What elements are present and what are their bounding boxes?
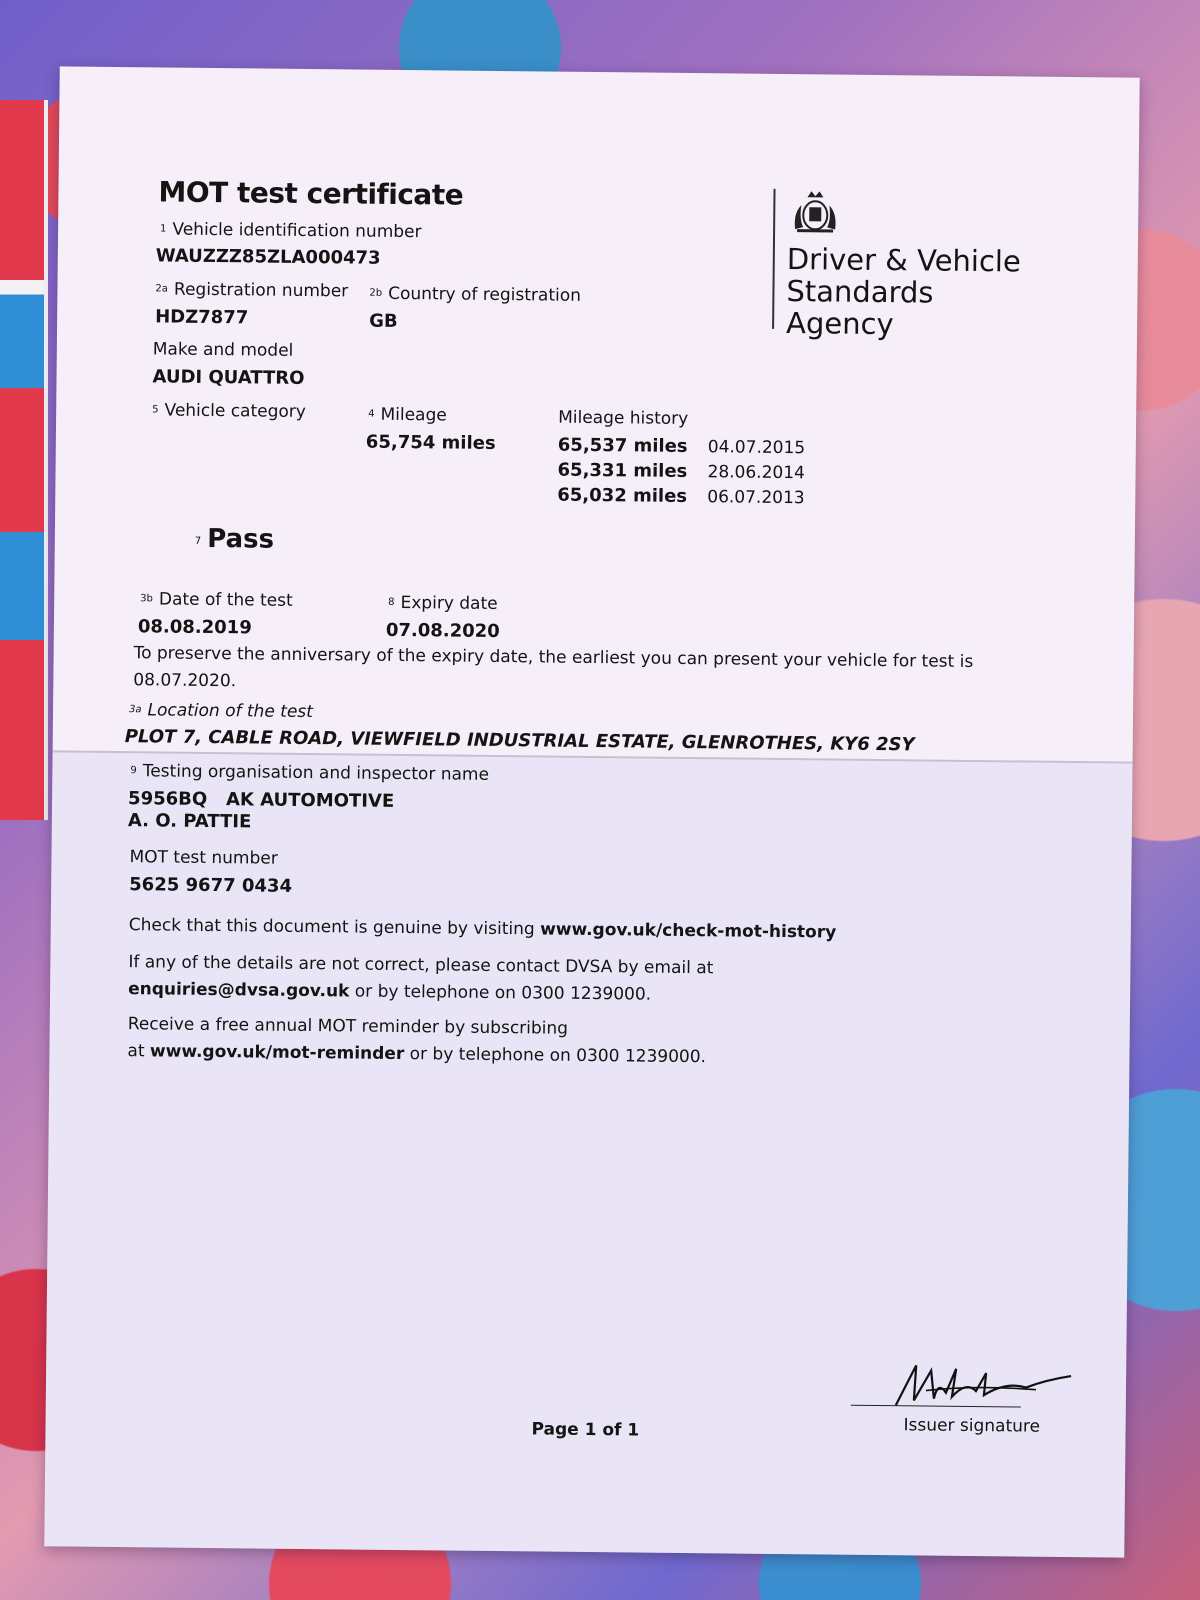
mot-reminder-link[interactable]: www.gov.uk/mot-reminder [149,1041,405,1065]
vin-value: WAUZZZ85ZLA000473 [155,245,381,269]
location-label: 3a Location of the test [128,700,313,723]
organisation-label: 9 Testing organisation and inspector name [130,761,490,785]
make-model-label: Make and model [152,339,294,361]
genuine-check: Check that this document is genuine by visiting www.gov.uk/check-mot-history [128,915,837,943]
agency-name-line-1: Driver & Vehicle [786,242,1021,279]
category-label: 5 Vehicle category [152,400,306,422]
country-label: 2b Country of registration [369,283,582,306]
test-number-label: MOT test number [129,847,278,869]
location-value: PLOT 7, CABLE ROAD, VIEWFIELD INDUSTRIAL ESTATE, GLENROTHES, KY6 2SY [124,726,915,756]
expiry-date-label: 8 Expiry date [388,592,498,615]
anniversary-note: To preserve the anniversary of the expiry date, the earliest you can present your vehicle for test is 08.07.2020. [133,643,974,692]
signature-label: Issuer signature [903,1415,1041,1437]
country-value: GB [369,310,398,332]
contact-info: If any of the details are not correct, please contact DVSA by email at enquiries@dvsa.gov.uk or by telephone on 0300 1239000. [128,952,714,1005]
mileage-history-miles-3: 65,032 miles [557,484,688,507]
check-mot-link[interactable]: www.gov.uk/check-mot-history [540,919,837,943]
mileage-value: 65,754 miles [365,431,496,454]
agency-name-line-2: Standards [786,274,934,310]
agency-name-line-3: Agency [785,306,894,342]
organisation-value: 5956BQ AK AUTOMOTIVE [128,788,395,812]
mileage-history-date-1: 04.07.2015 [707,437,806,459]
expiry-date-value: 07.08.2020 [385,619,500,643]
test-number-value: 5625 9677 0434 [129,874,293,897]
test-date-value: 08.08.2019 [137,616,252,639]
registration-value: HDZ7877 [155,306,249,329]
mileage-history-date-3: 06.07.2013 [707,487,805,509]
page-number: Page 1 of 1 [531,1419,640,1441]
certificate-title: MOT test certificate [158,175,464,212]
vin-label: 1 Vehicle identification number [160,219,422,243]
contact-email[interactable]: enquiries@dvsa.gov.uk [128,979,350,1002]
mileage-label: 4 Mileage [368,404,447,426]
mileage-history-date-2: 28.06.2014 [707,462,806,484]
royal-crest-icon [787,189,843,236]
issuer-signature [886,1350,1077,1422]
make-model-value: AUDI QUATTRO [152,366,305,389]
mot-certificate [44,66,1139,1557]
mileage-history-miles-1: 65,537 miles [557,434,688,457]
test-result: 7 Pass [194,523,275,555]
dvsa-logo [772,189,1021,342]
test-date-label: 3b Date of the test [140,589,293,611]
reminder-info: Receive a free annual MOT reminder by subscribing at www.gov.uk/mot-reminder or by telephone on 0300 1239000. [127,1014,707,1068]
background-booklet [0,100,48,820]
mileage-history-miles-2: 65,331 miles [557,459,688,482]
inspector-name: A. O. PATTIE [127,810,252,833]
mileage-history-label: Mileage history [558,407,689,429]
registration-label: 2a Registration number [155,279,349,302]
